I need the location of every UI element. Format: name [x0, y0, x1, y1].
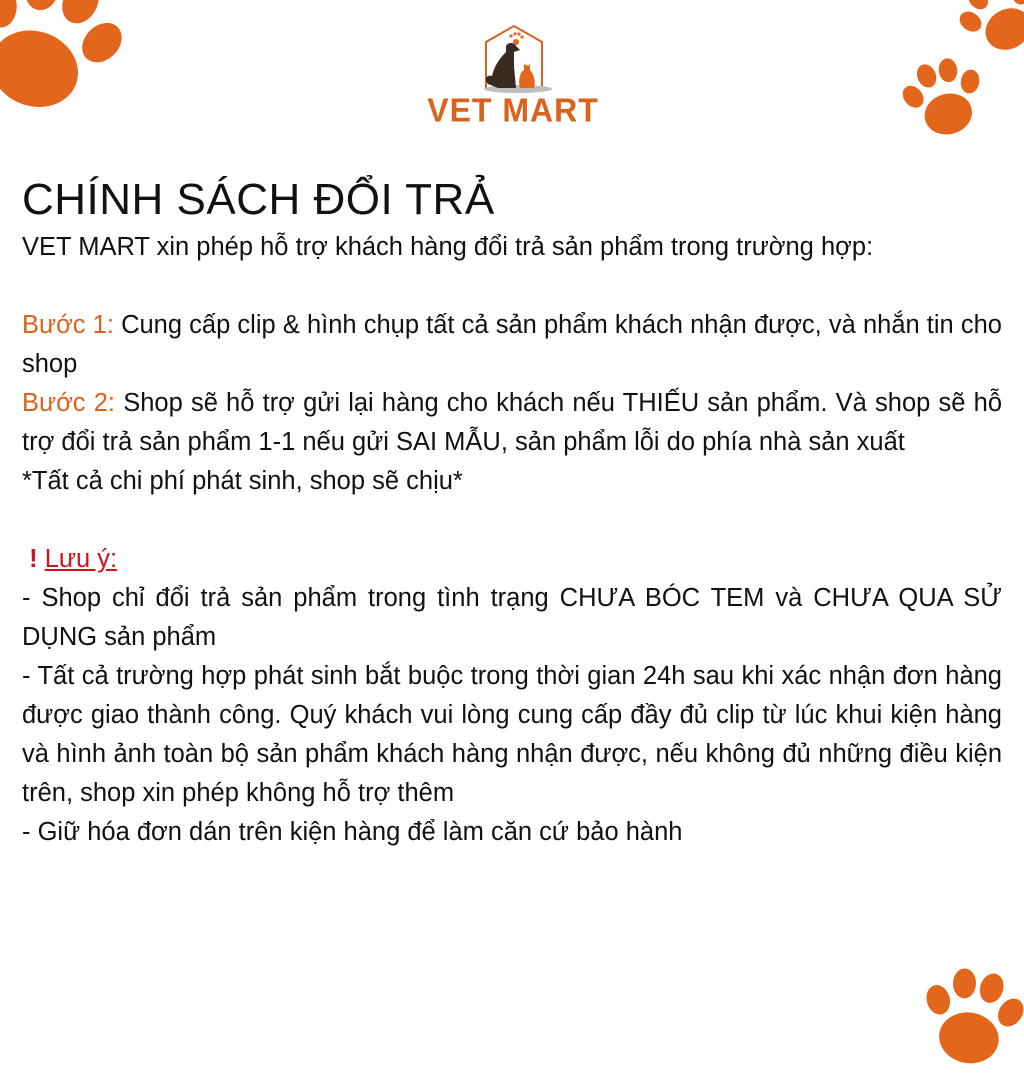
notice-item: - Shop chỉ đổi trả sản phẩm trong tình trạng CHƯA BÓC TEM và CHƯA QUA SỬ DỤNG sản phẩm	[22, 584, 1002, 651]
house-pet-icon	[418, 22, 608, 94]
step-1	[22, 306, 1002, 384]
notice-heading	[22, 540, 1002, 579]
cost-note: *Tất cả chi phí phát sinh, shop sẽ chịu*	[22, 467, 463, 495]
step-1-label: Bước 1:	[22, 311, 114, 339]
paw-decoration-top-right-small	[955, 0, 1024, 60]
step-2-text: Shop sẽ hỗ trợ gửi lại hàng cho khách nếu THIẾU sản phẩm. Và shop sẽ hỗ trợ đổi trả sản phẩm 1-1 nếu gửi SAI MẪU, sản phẩm lỗi do phía nhà sản xuất	[22, 389, 1002, 456]
exclamation-icon: !	[29, 545, 38, 573]
paw-decoration-top-left	[0, 0, 130, 125]
step-1-text: Cung cấp clip & hình chụp tất cả sản phẩm khách nhận được, và nhắn tin cho shop	[22, 311, 1002, 378]
step-2	[22, 384, 1002, 462]
logo-text: VET MART	[427, 91, 599, 129]
policy-content	[22, 172, 1002, 852]
paw-decoration-bottom-right	[915, 960, 1024, 1075]
notice-item: - Giữ hóa đơn dán trên kiện hàng để làm căn cứ bảo hành	[22, 818, 683, 846]
notice-item: - Tất cả trường hợp phát sinh bắt buộc trong thời gian 24h sau khi xác nhận đơn hàng được giao thành công. Quý khách vui lòng cung cấp đầy đủ clip từ lúc khui kiện hàng và hình ảnh toàn bộ sản phẩm khách hàng nhận được, nếu không đủ những điều kiện trên, shop xin phép không hỗ trợ thêm	[22, 662, 1002, 807]
vet-mart-logo	[418, 22, 608, 132]
notice-label: Lưu ý:	[44, 545, 118, 573]
paw-decoration-top-right	[898, 52, 990, 144]
page-title: CHÍNH SÁCH ĐỔI TRẢ	[22, 175, 495, 224]
intro-text: VET MART xin phép hỗ trợ khách hàng đổi trả sản phẩm trong trường hợp:	[22, 233, 874, 261]
step-2-label: Bước 2:	[22, 389, 116, 417]
